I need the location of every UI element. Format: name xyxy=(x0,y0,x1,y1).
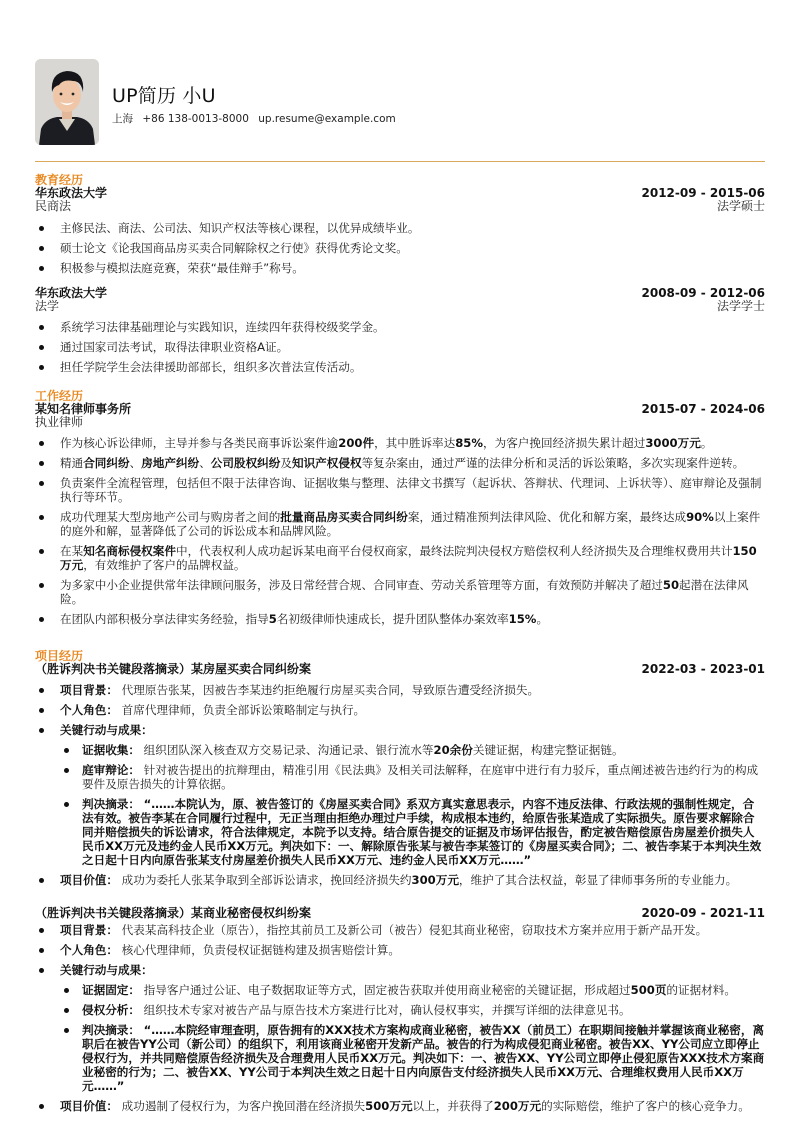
project-date-2: 2020-09 - 2021-11 xyxy=(641,906,765,920)
list-item xyxy=(35,578,765,606)
body-text: 组织团队深入核查双方交易记录、沟通记录、银行流水等 xyxy=(143,743,434,757)
work-bullets xyxy=(35,436,765,632)
highlight-text: 150万元 xyxy=(60,544,757,572)
list-item: 通过国家司法考试，取得法律职业资格A证。 xyxy=(35,340,765,354)
item-label: 项目价值： xyxy=(60,873,118,887)
body-text: 组织技术专家对被告产品与原告技术方案进行比对，确认侵权事实，并撰写详细的法律意见书。 xyxy=(143,1003,631,1017)
body-text: 在团队内部积极分享法律实务经验，指导 xyxy=(60,612,269,626)
highlight-text: 200万元 xyxy=(493,1099,542,1113)
contact-info xyxy=(112,111,402,126)
item-label: 庭审辩论： xyxy=(82,763,140,777)
body-text: ，为客户挽回经济损失累计超过 xyxy=(483,436,646,450)
highlight-text: 批量商品房买卖合同纠纷 xyxy=(280,510,408,524)
item-label: 侵权分析： xyxy=(82,1003,140,1017)
highlight-text: 85% xyxy=(455,436,483,450)
list-item: 系统学习法律基础理论与实践知识，连续四年获得校级奖学金。 xyxy=(35,320,765,334)
body-text: 针对被告提出的抗辩理由，精准引用《民法典》及相关司法解释，在庭审中进行有力驳斥，重点阐述被告违约行为的构成要件及原告损失的计算依据。 xyxy=(82,763,759,791)
project-background xyxy=(35,923,765,937)
highlight-text: 合同纠纷 xyxy=(83,456,130,470)
body-text: 以上案件的庭外和解，显著降低了公司的诉讼成本和品牌风险。 xyxy=(60,510,761,538)
item-label: 证据固定： xyxy=(82,983,140,997)
body-text: 为多家中小企业提供常年法律顾问服务，涉及日常经营合规、合同审查、劳动关系管理等方面，有效预防并解决了超过 xyxy=(60,578,663,592)
body-text: ，有效维护了客户的品牌权益。 xyxy=(83,558,246,572)
work-role: 执业律师 xyxy=(35,415,84,429)
body-text: 案，通过精准预判法律风险、优化和解方案，最终达成 xyxy=(407,510,687,524)
highlight-text: 15% xyxy=(508,612,537,626)
item-label: 个人角色： xyxy=(60,943,118,957)
person-photo-icon xyxy=(35,59,99,145)
edu-school-1: 华东政法大学 xyxy=(35,186,108,200)
body-text: 核心代理律师，负责侵权证据链构建及损害赔偿计算。 xyxy=(121,943,400,957)
action-item xyxy=(60,763,765,791)
body-text: 等复杂案由，通过严谨的法律分析和灵活的诉讼策略，多次实现案件逆转。 xyxy=(361,456,745,470)
highlight-text: 5 xyxy=(268,612,277,626)
highlight-text: 知识产权侵权 xyxy=(291,456,362,470)
highlight-text: 500页 xyxy=(630,983,667,997)
project-date-1: 2022-03 - 2023-01 xyxy=(641,662,765,676)
candidate-name: UP简历 小U xyxy=(112,85,216,107)
highlight-text: 300万元 xyxy=(411,873,459,887)
body-text: 指导客户通过公证、电子数据取证等方式，固定被告获取并使用商业秘密的关键证据，形成超过 xyxy=(143,983,631,997)
body-text: 代表某高科技企业（原告），指控其前员工及新公司（被告）侵犯其商业秘密，窃取技术方案并应用于新产品开发。 xyxy=(121,923,708,937)
body-text: 以上，并获得了 xyxy=(412,1099,494,1113)
project-bullets-1 xyxy=(35,683,765,893)
body-text: 。 xyxy=(700,436,713,450)
edu-bullets-1 xyxy=(35,221,765,281)
section-title-projects: 项目经历 xyxy=(35,649,84,663)
list-item xyxy=(35,476,765,504)
section-title-work: 工作经历 xyxy=(35,389,84,403)
item-label: 判决摘录： xyxy=(82,1023,140,1037)
edu-major-1: 民商法 xyxy=(35,199,72,213)
item-label: 关键行动与成果： xyxy=(60,963,153,977)
highlight-text: 50 xyxy=(662,578,680,592)
body-text: 中，代表权利人成功起诉某电商平台侵权商家，最终法院判决侵权方赔偿权利人经济损失及合理维权费用共计 xyxy=(175,544,733,558)
item-label: 个人角色： xyxy=(60,703,118,717)
highlight-text: 3000万元 xyxy=(645,436,701,450)
phone[interactable]: +86 138-0013-8000 xyxy=(142,113,249,125)
item-label: 证据收集： xyxy=(82,743,140,757)
action-item xyxy=(60,1023,765,1093)
resume-header xyxy=(35,59,765,145)
body-text: 首席代理律师，负责全部诉讼策略制定与执行。 xyxy=(121,703,366,717)
action-item xyxy=(60,1003,765,1017)
judgment-quote: “……本院经审理查明，原告拥有的XXX技术方案构成商业秘密，被告XX（前员工）在职期间接触并掌握该商业秘密，离职后在被告YY公司（新公司）的组织下，利用该商业秘密开发新产品。被告的行为构成侵犯商业秘密。被告XX、YY公司应立即停止侵权行为，并共同赔偿原告经济损失及合理费用人民币XX万元。判决如下：一、被告XX、YY公司立即停止侵犯原告XXX技术方案商业秘密的行为；二、被告XX、YY公司于本判决生效之日起十日内向原告支付经济损失人民币XX万元、合理维权费用人民币XX万元……” xyxy=(82,1023,765,1093)
project-name-1: （胜诉判决书关键段落摘录）某房屋买卖合同纠纷案 xyxy=(35,662,312,676)
project-role xyxy=(35,943,765,957)
body-text: 的证据材料。 xyxy=(666,983,736,997)
actions-list xyxy=(60,743,765,867)
project-actions xyxy=(35,963,765,1093)
project-actions xyxy=(35,723,765,867)
body-text: 作为核心诉讼律师，主导并参与各类民商事诉讼案件逾 xyxy=(60,436,339,450)
body-text: 及 xyxy=(280,456,292,470)
edu-degree-2: 法学学士 xyxy=(716,299,765,313)
body-text: 关键证据，构建完整证据链。 xyxy=(472,743,624,757)
highlight-text: 20余份 xyxy=(433,743,473,757)
item-label: 关键行动与成果： xyxy=(60,723,153,737)
body-text: 成功代理某大型房地产公司与购房者之间的 xyxy=(60,510,281,524)
list-item xyxy=(35,436,765,450)
project-bullets-2 xyxy=(35,923,765,1119)
list-item: 硕士论文《论我国商品房买卖合同解除权之行使》获得优秀论文奖。 xyxy=(35,241,765,255)
body-text: 、 xyxy=(129,456,142,470)
item-label: 项目价值： xyxy=(60,1099,118,1113)
body-text: 名初级律师快速成长，提升团队整体办案效率 xyxy=(276,612,509,626)
body-text: 起潜在法律风险。 xyxy=(60,578,749,606)
work-date: 2015-07 - 2024-06 xyxy=(641,402,765,416)
item-label: 判决摘录： xyxy=(82,797,140,811)
body-text: 、 xyxy=(199,456,211,470)
action-item xyxy=(60,983,765,997)
edu-degree-1: 法学硕士 xyxy=(716,199,765,213)
section-title-education: 教育经历 xyxy=(35,173,84,187)
body-text: ，其中胜诉率达 xyxy=(374,436,456,450)
list-item: 积极参与模拟法庭竞赛，荣获“最佳辩手”称号。 xyxy=(35,261,765,275)
body-text: 的实际赔偿，维护了客户的核心竞争力。 xyxy=(541,1099,750,1113)
list-item xyxy=(35,544,765,572)
body-text: 。 xyxy=(536,612,549,626)
item-label: 项目背景： xyxy=(60,683,118,697)
list-item xyxy=(35,456,765,470)
list-item xyxy=(35,612,765,626)
action-item xyxy=(60,797,765,867)
project-value xyxy=(35,873,765,887)
judgment-quote: “……本院认为，原、被告签订的《房屋买卖合同》系双方真实意思表示，内容不违反法律、行政法规的强制性规定，合法有效。被告李某在合同履行过程中，无正当理由拒绝办理过户手续，构成根本违约，给原告张某造成了实际损失。原告要求解除合同并赔偿损失的诉讼请求，符合法律规定，本院予以支持。结合原告提交的证据及市场评估报告，酌定被告赔偿原告房屋差价损失人民币XX万元及违约金人民币XX万元。判决如下：一、解除原告张某与被告李某签订的《房屋买卖合同》；二、被告李某于本判决生效之日起十日内向原告张某支付房屋差价损失人民币XX万元、违约金人民币XX万元……” xyxy=(82,797,762,867)
header-divider xyxy=(35,161,765,162)
edu-major-2: 法学 xyxy=(35,299,60,313)
edu-date-1: 2012-09 - 2015-06 xyxy=(641,186,765,200)
actions-list xyxy=(60,983,765,1093)
edu-school-2: 华东政法大学 xyxy=(35,286,108,300)
highlight-text: 200件 xyxy=(338,436,375,450)
body-text: 成功遏制了侵权行为，为客户挽回潜在经济损失 xyxy=(121,1099,366,1113)
highlight-text: 90% xyxy=(686,510,714,524)
list-item: 担任学院学生会法律援助部部长，组织多次普法宣传活动。 xyxy=(35,360,765,374)
list-item: 主修民法、商法、公司法、知识产权法等核心课程，以优异成绩毕业。 xyxy=(35,221,765,235)
project-role xyxy=(35,703,765,717)
body-text: ，维护了其合法权益，彰显了律师事务所的专业能力。 xyxy=(458,873,738,887)
list-item xyxy=(35,510,765,538)
action-item xyxy=(60,743,765,757)
highlight-text: 房地产纠纷 xyxy=(141,456,200,470)
item-label: 项目背景： xyxy=(60,923,118,937)
edu-date-2: 2008-09 - 2012-06 xyxy=(641,286,765,300)
body-text: 在某 xyxy=(60,544,84,558)
body-text: 代理原告张某，因被告李某违约拒绝履行房屋买卖合同，导致原告遭受经济损失。 xyxy=(121,683,540,697)
edu-bullets-2 xyxy=(35,320,765,380)
body-text: 负责案件全流程管理，包括但不限于法律咨询、证据收集与整理、法律文书撰写（起诉状、答辩状、代理词、上诉状等）、庭审辩论及强制执行等环节。 xyxy=(60,476,762,504)
work-company: 某知名律师事务所 xyxy=(35,402,132,416)
highlight-text: 500万元 xyxy=(365,1099,413,1113)
project-background xyxy=(35,683,765,697)
city: 上海 xyxy=(112,113,133,125)
highlight-text: 知名商标侵权案件 xyxy=(83,544,176,558)
body-text: 成功为委托人张某争取到全部诉讼请求，挽回经济损失约 xyxy=(121,873,412,887)
body-text: 精通 xyxy=(60,456,84,470)
highlight-text: 公司股权纠纷 xyxy=(210,456,281,470)
email[interactable]: up.resume@example.com xyxy=(258,113,396,125)
project-name-2: （胜诉判决书关键段落摘录）某商业秘密侵权纠纷案 xyxy=(35,906,312,920)
avatar-photo xyxy=(35,59,99,145)
project-value xyxy=(35,1099,765,1113)
